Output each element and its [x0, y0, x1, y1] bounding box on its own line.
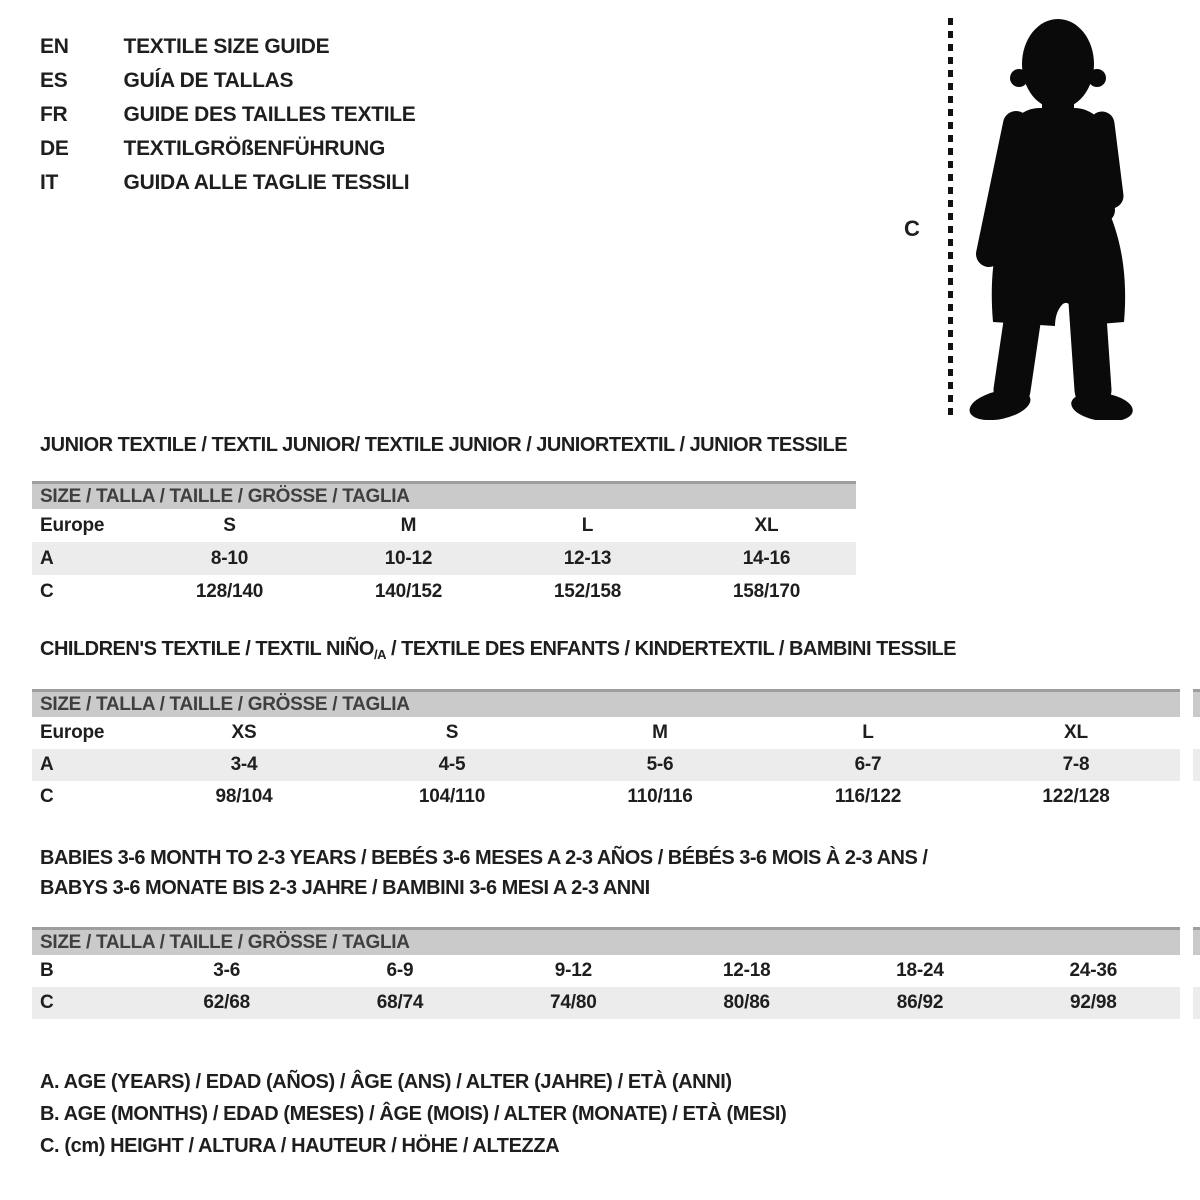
row-label: C [40, 786, 54, 807]
table-row-age [32, 542, 856, 575]
table-cell: 24-36 [1069, 960, 1118, 981]
guide-title: GUIDE DES TAILLES TEXTILE [123, 103, 416, 126]
table-cell: 74/80 [550, 992, 597, 1013]
table-cell: 140/152 [374, 581, 443, 602]
column-header: XL [1064, 722, 1088, 743]
table-cell: 104/110 [418, 786, 486, 807]
table-cell: 14-16 [742, 548, 791, 569]
table-cell: 92/98 [1070, 992, 1117, 1013]
children-heading-subscript: /A [373, 647, 386, 662]
table-cell: 86/92 [896, 992, 944, 1013]
table-row-height [32, 781, 1180, 813]
footnote-list [40, 1066, 786, 1162]
footnote-c: C. (cm) HEIGHT / ALTURA / HAUTEUR / HÖHE / ALTEZZA [40, 1135, 560, 1157]
children-section-heading [40, 638, 956, 662]
language-row-it [40, 166, 416, 200]
region-label: Europe [40, 722, 105, 743]
babies-size-table [32, 927, 1180, 1019]
row-label: C [40, 992, 54, 1013]
column-header-row [32, 717, 1180, 749]
table-cell: 3-4 [230, 754, 258, 775]
language-row-en [40, 30, 416, 64]
size-header-bar: SIZE / TALLA / TAILLE / GRÖSSE / TAGLIA [32, 927, 1180, 955]
size-header-bar: SIZE / TALLA / TAILLE / GRÖSSE / TAGLIA [32, 689, 1180, 717]
babies-heading-line1: BABIES 3-6 MONTH TO 2-3 YEARS / BEBÉS 3-6 MESES A 2-3 AÑOS / BÉBÉS 3-6 MOIS À 2-3 ANS / [40, 847, 928, 869]
footnote-a: A. AGE (YEARS) / EDAD (AÑOS) / ÂGE (ANS) / ALTER (JAHRE) / ETÀ (ANNI) [40, 1071, 732, 1093]
children-heading-text: CHILDREN'S TEXTILE / TEXTIL NIÑO [40, 638, 374, 660]
language-row-es [40, 64, 416, 98]
table-cell: 62/68 [203, 992, 250, 1013]
table-row-age-months [32, 955, 1180, 987]
children-size-table [32, 689, 1180, 813]
row-label: C [40, 581, 54, 602]
column-header-row [32, 509, 856, 542]
row-label: A [40, 548, 54, 569]
toddler-silhouette-icon [962, 14, 1140, 420]
table-cell: 128/140 [195, 581, 264, 602]
column-header: L [581, 515, 594, 536]
cropped-table-edge [1193, 689, 1200, 781]
table-cell: 68/74 [376, 992, 424, 1013]
table-cell: 6-7 [854, 754, 882, 775]
guide-title: TEXTILE SIZE GUIDE [123, 35, 330, 58]
table-cell: 8-10 [210, 548, 249, 569]
table-cell: 98/104 [215, 786, 273, 807]
table-cell: 7-8 [1062, 754, 1090, 775]
table-cell: 6-9 [386, 960, 414, 981]
language-code: IT [40, 171, 59, 194]
language-code: EN [40, 35, 69, 58]
language-code: ES [40, 69, 68, 92]
column-header: S [223, 515, 236, 536]
language-code: DE [40, 137, 69, 160]
guide-title: TEXTILGRÖßENFÜHRUNG [123, 137, 386, 160]
region-label: Europe [40, 515, 105, 536]
junior-section-heading: JUNIOR TEXTILE / TEXTIL JUNIOR/ TEXTILE JUNIOR / JUNIORTEXTIL / JUNIOR TESSILE [40, 434, 848, 456]
table-cell: 10-12 [384, 548, 433, 569]
height-measure-label: C [904, 216, 920, 241]
table-row-height [32, 987, 1180, 1019]
guide-title: GUÍA DE TALLAS [123, 69, 294, 92]
language-code: FR [40, 103, 68, 126]
babies-section-heading [40, 843, 927, 903]
table-cell: 4-5 [438, 754, 466, 775]
junior-size-table [32, 481, 856, 608]
column-header: XL [754, 515, 779, 536]
cropped-size-bar [1193, 927, 1200, 955]
table-cell: 5-6 [646, 754, 674, 775]
language-row-fr [40, 98, 416, 132]
table-cell: 152/158 [553, 581, 622, 602]
column-header: M [652, 722, 668, 743]
table-cell: 18-24 [896, 960, 944, 981]
cropped-size-bar [1193, 689, 1200, 717]
table-cell: 158/170 [732, 581, 801, 602]
column-header: S [445, 722, 459, 743]
table-cell: 122/128 [1042, 786, 1110, 807]
footnote-b: B. AGE (MONTHS) / EDAD (MESES) / ÂGE (MOIS) / ALTER (MONATE) / ETÀ (MESI) [40, 1103, 787, 1125]
table-cell: 80/86 [723, 992, 770, 1013]
size-header-bar: SIZE / TALLA / TAILLE / GRÖSSE / TAGLIA [32, 481, 856, 509]
row-label: A [40, 754, 54, 775]
babies-heading-line2: BABYS 3-6 MONATE BIS 2-3 JAHRE / BAMBINI 3-6 MESI A 2-3 ANNI [40, 877, 650, 899]
height-measure-line [948, 18, 953, 417]
table-cell: 110/116 [627, 786, 693, 807]
column-header: XS [231, 722, 257, 743]
language-title-list [40, 30, 416, 200]
table-cell: 116/122 [834, 786, 902, 807]
children-heading-text: / TEXTILE DES ENFANTS / KINDERTEXTIL / BAMBINI TESSILE [385, 638, 956, 660]
table-cell: 3-6 [213, 960, 241, 981]
table-cell: 12-13 [563, 548, 612, 569]
table-cell: 12-18 [722, 960, 771, 981]
row-label: B [40, 960, 54, 981]
column-header: L [862, 722, 874, 743]
column-header: M [400, 515, 417, 536]
table-row-age [32, 749, 1180, 781]
cropped-table-edge [1193, 927, 1200, 1019]
table-cell: 9-12 [554, 960, 592, 981]
guide-title: GUIDA ALLE TAGLIE TESSILI [123, 171, 410, 194]
language-row-de [40, 132, 416, 166]
table-row-height [32, 575, 856, 608]
